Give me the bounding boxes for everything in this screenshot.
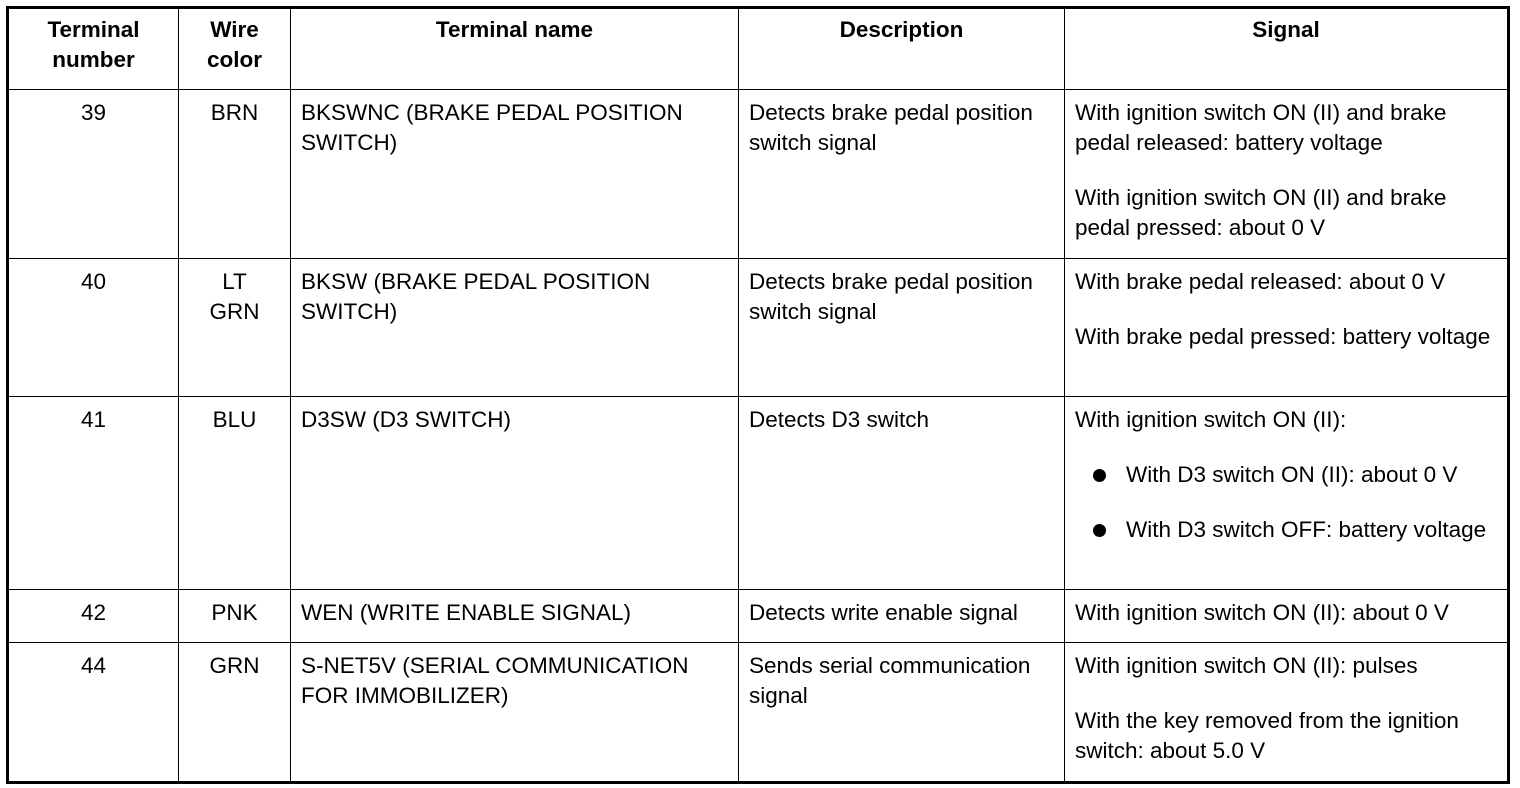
table-row — [8, 643, 1509, 783]
wire-color-cell: GRN — [179, 643, 291, 783]
header-signal: Signal — [1065, 8, 1509, 90]
terminal-name-cell: S-NET5V (SERIAL COMMUNICATION FOR IMMOBILIZER) — [291, 643, 739, 783]
signal-text: With ignition switch ON (II) and brake pedal released: battery voltage — [1075, 100, 1447, 155]
signal-text: With ignition switch ON (II): about 0 V — [1075, 600, 1449, 625]
signal-bullet-item — [1075, 460, 1497, 490]
signal-bullet-text: With D3 switch ON (II): about 0 V — [1126, 462, 1458, 487]
wire-color-cell: BRN — [179, 90, 291, 259]
terminal-number-cell: 40 — [8, 259, 179, 397]
header-wire-color: Wire color — [179, 8, 291, 90]
signal-cell — [1065, 90, 1509, 259]
table-row — [8, 397, 1509, 590]
description-cell: Detects D3 switch — [739, 397, 1065, 590]
bullet-icon — [1093, 469, 1106, 482]
table-row — [8, 259, 1509, 397]
table-row — [8, 590, 1509, 643]
signal-text: With ignition switch ON (II): — [1075, 407, 1347, 432]
signal-text: With the key removed from the ignition switch: about 5.0 V — [1075, 708, 1459, 763]
terminal-table — [6, 6, 1510, 784]
signal-text: With ignition switch ON (II) and brake pedal pressed: about 0 V — [1075, 185, 1447, 240]
wire-color-cell: BLU — [179, 397, 291, 590]
header-terminal-number: Terminal number — [8, 8, 179, 90]
signal-cell — [1065, 590, 1509, 643]
signal-text: With brake pedal released: about 0 V — [1075, 269, 1446, 294]
signal-bullet-list — [1075, 460, 1497, 545]
description-cell: Detects brake pedal position switch signal — [739, 259, 1065, 397]
signal-cell — [1065, 643, 1509, 783]
terminal-name-cell: D3SW (D3 SWITCH) — [291, 397, 739, 590]
bullet-icon — [1093, 524, 1106, 537]
description-cell: Detects write enable signal — [739, 590, 1065, 643]
header-terminal-name: Terminal name — [291, 8, 739, 90]
signal-bullet-text: With D3 switch OFF: battery voltage — [1126, 517, 1487, 542]
terminal-number-cell: 42 — [8, 590, 179, 643]
description-cell: Detects brake pedal position switch signal — [739, 90, 1065, 259]
terminal-number-cell: 41 — [8, 397, 179, 590]
wire-color-cell: PNK — [179, 590, 291, 643]
header-description: Description — [739, 8, 1065, 90]
signal-text: With ignition switch ON (II): pulses — [1075, 653, 1418, 678]
signal-bullet-item — [1075, 515, 1497, 545]
description-cell: Sends serial communication signal — [739, 643, 1065, 783]
terminal-name-cell: WEN (WRITE ENABLE SIGNAL) — [291, 590, 739, 643]
signal-cell — [1065, 259, 1509, 397]
signal-cell — [1065, 397, 1509, 590]
terminal-name-cell: BKSW (BRAKE PEDAL POSITION SWITCH) — [291, 259, 739, 397]
terminal-number-cell: 39 — [8, 90, 179, 259]
terminal-name-cell: BKSWNC (BRAKE PEDAL POSITION SWITCH) — [291, 90, 739, 259]
signal-text: With brake pedal pressed: battery voltage — [1075, 324, 1491, 349]
wire-color-cell: LT GRN — [179, 259, 291, 397]
terminal-number-cell: 44 — [8, 643, 179, 783]
table-row — [8, 90, 1509, 259]
table-header-row — [8, 8, 1509, 90]
